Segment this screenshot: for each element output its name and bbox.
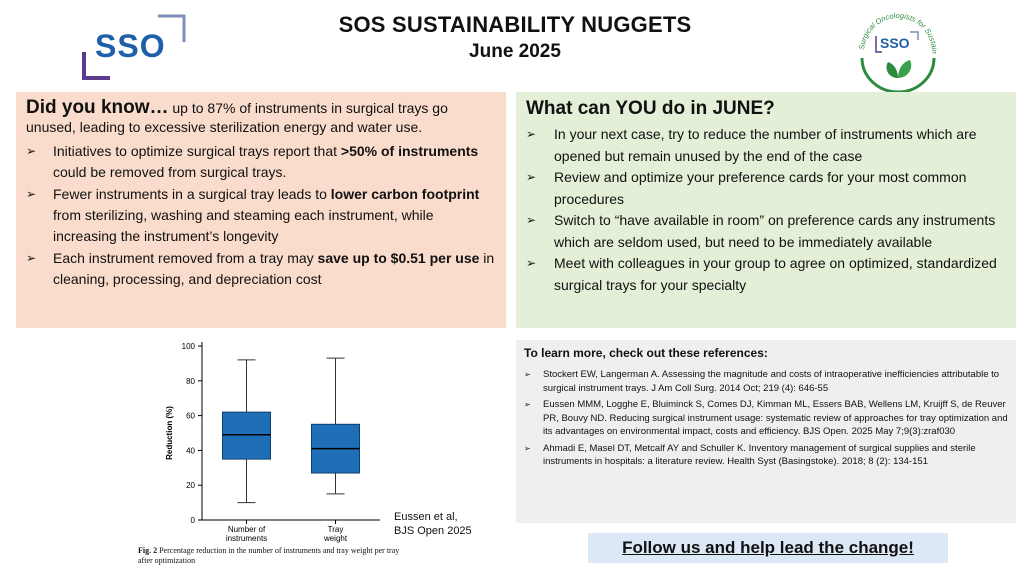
reference-item [524, 442, 1008, 469]
list-item [526, 253, 1006, 296]
newsletter-header [300, 12, 730, 63]
arrow-bullet-icon: ➢ [524, 443, 531, 453]
x-tick-label: instruments [225, 534, 268, 543]
list-item [26, 141, 496, 183]
bullet-text: Meet with colleagues in your group to agree on optimized, standardized surgical trays for your specialty [554, 255, 997, 293]
arrow-bullet-icon: ➢ [526, 256, 537, 270]
citation-line: Eussen et al, [394, 511, 458, 523]
did-you-know-intro [26, 98, 496, 137]
action-list [526, 124, 1006, 296]
arrow-bullet-icon: ➢ [26, 144, 37, 158]
arrow-bullet-icon: ➢ [524, 400, 531, 409]
svg-text:Surgical Oncologists for Susta: Surgical Oncologists for Sustain [857, 10, 940, 54]
bullet-text: in cleaning, processing, and depreciation cost [53, 250, 495, 287]
did-you-know-intro-text: up to 87% of instruments in surgical trays go unused, leading to excessive sterilization energy and water use. [26, 100, 448, 135]
did-you-know-heading: Did you know… [26, 97, 169, 118]
x-tick-label: Tray [327, 525, 344, 534]
did-you-know-list [26, 141, 496, 290]
list-item [26, 248, 496, 290]
list-item [26, 184, 496, 247]
what-can-you-do-heading: What can YOU do in JUNE? [526, 98, 775, 119]
y-tick-label: 20 [186, 481, 195, 491]
reference-text: Stockert EW, Langerman A. Assessing the magnitude and costs of intraoperative inefficiencies attributable to surgical instrument trays. J Am Coll Surg. 2014 Oct; 219 (4): 646-55 [543, 369, 1000, 394]
y-tick-label: 0 [190, 516, 195, 525]
bullet-bold-text: save up to $0.51 per use [317, 250, 480, 266]
reference-text: Eussen MMM, Logghe E, Bluiminck S, Comes DJ, Kimman ML, Essers BAB, Wellens LM, Kruijff S, de Reuver PR, Bouvy ND. Reducing surgical instrument usage: systematic review of approaches for tray optimization and its advantages on environmental impact, costs and efficiency. BJS Open. 2025 May 7;9(3):zraf030 [543, 399, 1008, 437]
box-iqr [223, 412, 271, 459]
references-panel [516, 340, 1016, 523]
reference-item [524, 398, 1008, 439]
arrow-bullet-icon: ➢ [26, 251, 37, 265]
y-axis-label: Reduction (%) [165, 406, 174, 460]
bullet-text: from sterilizing, washing and steaming each instrument, while increasing the instrument’s longevity [53, 207, 434, 244]
y-tick-label: 100 [181, 342, 195, 351]
bullet-text: Review and optimize your preference cards for your most common procedures [554, 169, 967, 207]
bullet-bold-text: lower carbon footprint [330, 186, 480, 202]
y-tick-label: 60 [186, 411, 195, 421]
follow-us-banner[interactable]: Follow us and help lead the change! [588, 533, 948, 563]
caption-label: Fig. 2 [138, 546, 158, 555]
sso-logo-right [852, 6, 944, 92]
bullet-text: Initiatives to optimize surgical trays report that [53, 143, 341, 159]
what-can-you-do-panel [516, 92, 1016, 328]
figure-caption [138, 546, 408, 566]
bullet-bold-text: >50% of instruments [340, 143, 479, 159]
newsletter-date: June 2025 [469, 41, 561, 62]
arrow-bullet-icon: ➢ [526, 127, 537, 141]
sso-logo-left [80, 14, 188, 80]
y-tick-label: 80 [186, 376, 195, 386]
caption-text: Percentage reduction in the number of instruments and tray weight per tray after optimization [138, 546, 400, 565]
bullet-text: Switch to “have available in room” on preference cards any instruments which are seldom used, but need to be immediately available [554, 212, 996, 250]
citation-line: BJS Open 2025 [394, 525, 472, 537]
bullet-text: Fewer instruments in a surgical tray leads to [53, 186, 331, 202]
y-tick-label: 40 [186, 446, 195, 456]
newsletter-title: SOS SUSTAINABILITY NUGGETS [338, 12, 692, 37]
x-tick-label: weight [323, 534, 348, 543]
bullet-text: could be removed from surgical trays. [53, 164, 287, 180]
reference-text: Ahmadi E, Masel DT, Metcalf AY and Schuller K. Inventory management of surgical supplies and sterile instruments in hospitals: a literature review. Health Syst (Basingstoke). 2018; 8 (2): 134-151 [543, 442, 976, 467]
list-item [526, 124, 1006, 167]
bullet-text: In your next case, try to reduce the number of instruments which are opened but remain unused by the end of the case [554, 126, 977, 164]
x-tick-label: Number of [227, 525, 266, 534]
references-list [524, 368, 1008, 469]
bullet-text: Each instrument removed from a tray may [53, 250, 318, 266]
arrow-bullet-icon: ➢ [526, 213, 537, 227]
svg-text:SSO: SSO [880, 35, 910, 51]
reference-item [524, 368, 1008, 395]
arrow-bullet-icon: ➢ [526, 170, 537, 184]
svg-text:SSO: SSO [95, 28, 166, 64]
did-you-know-panel [16, 92, 506, 328]
chart-citation [394, 510, 472, 538]
arrow-bullet-icon: ➢ [26, 187, 37, 201]
list-item [526, 210, 1006, 253]
arrow-bullet-icon: ➢ [524, 370, 531, 379]
references-heading: To learn more, check out these references: [524, 346, 768, 360]
list-item [526, 167, 1006, 210]
